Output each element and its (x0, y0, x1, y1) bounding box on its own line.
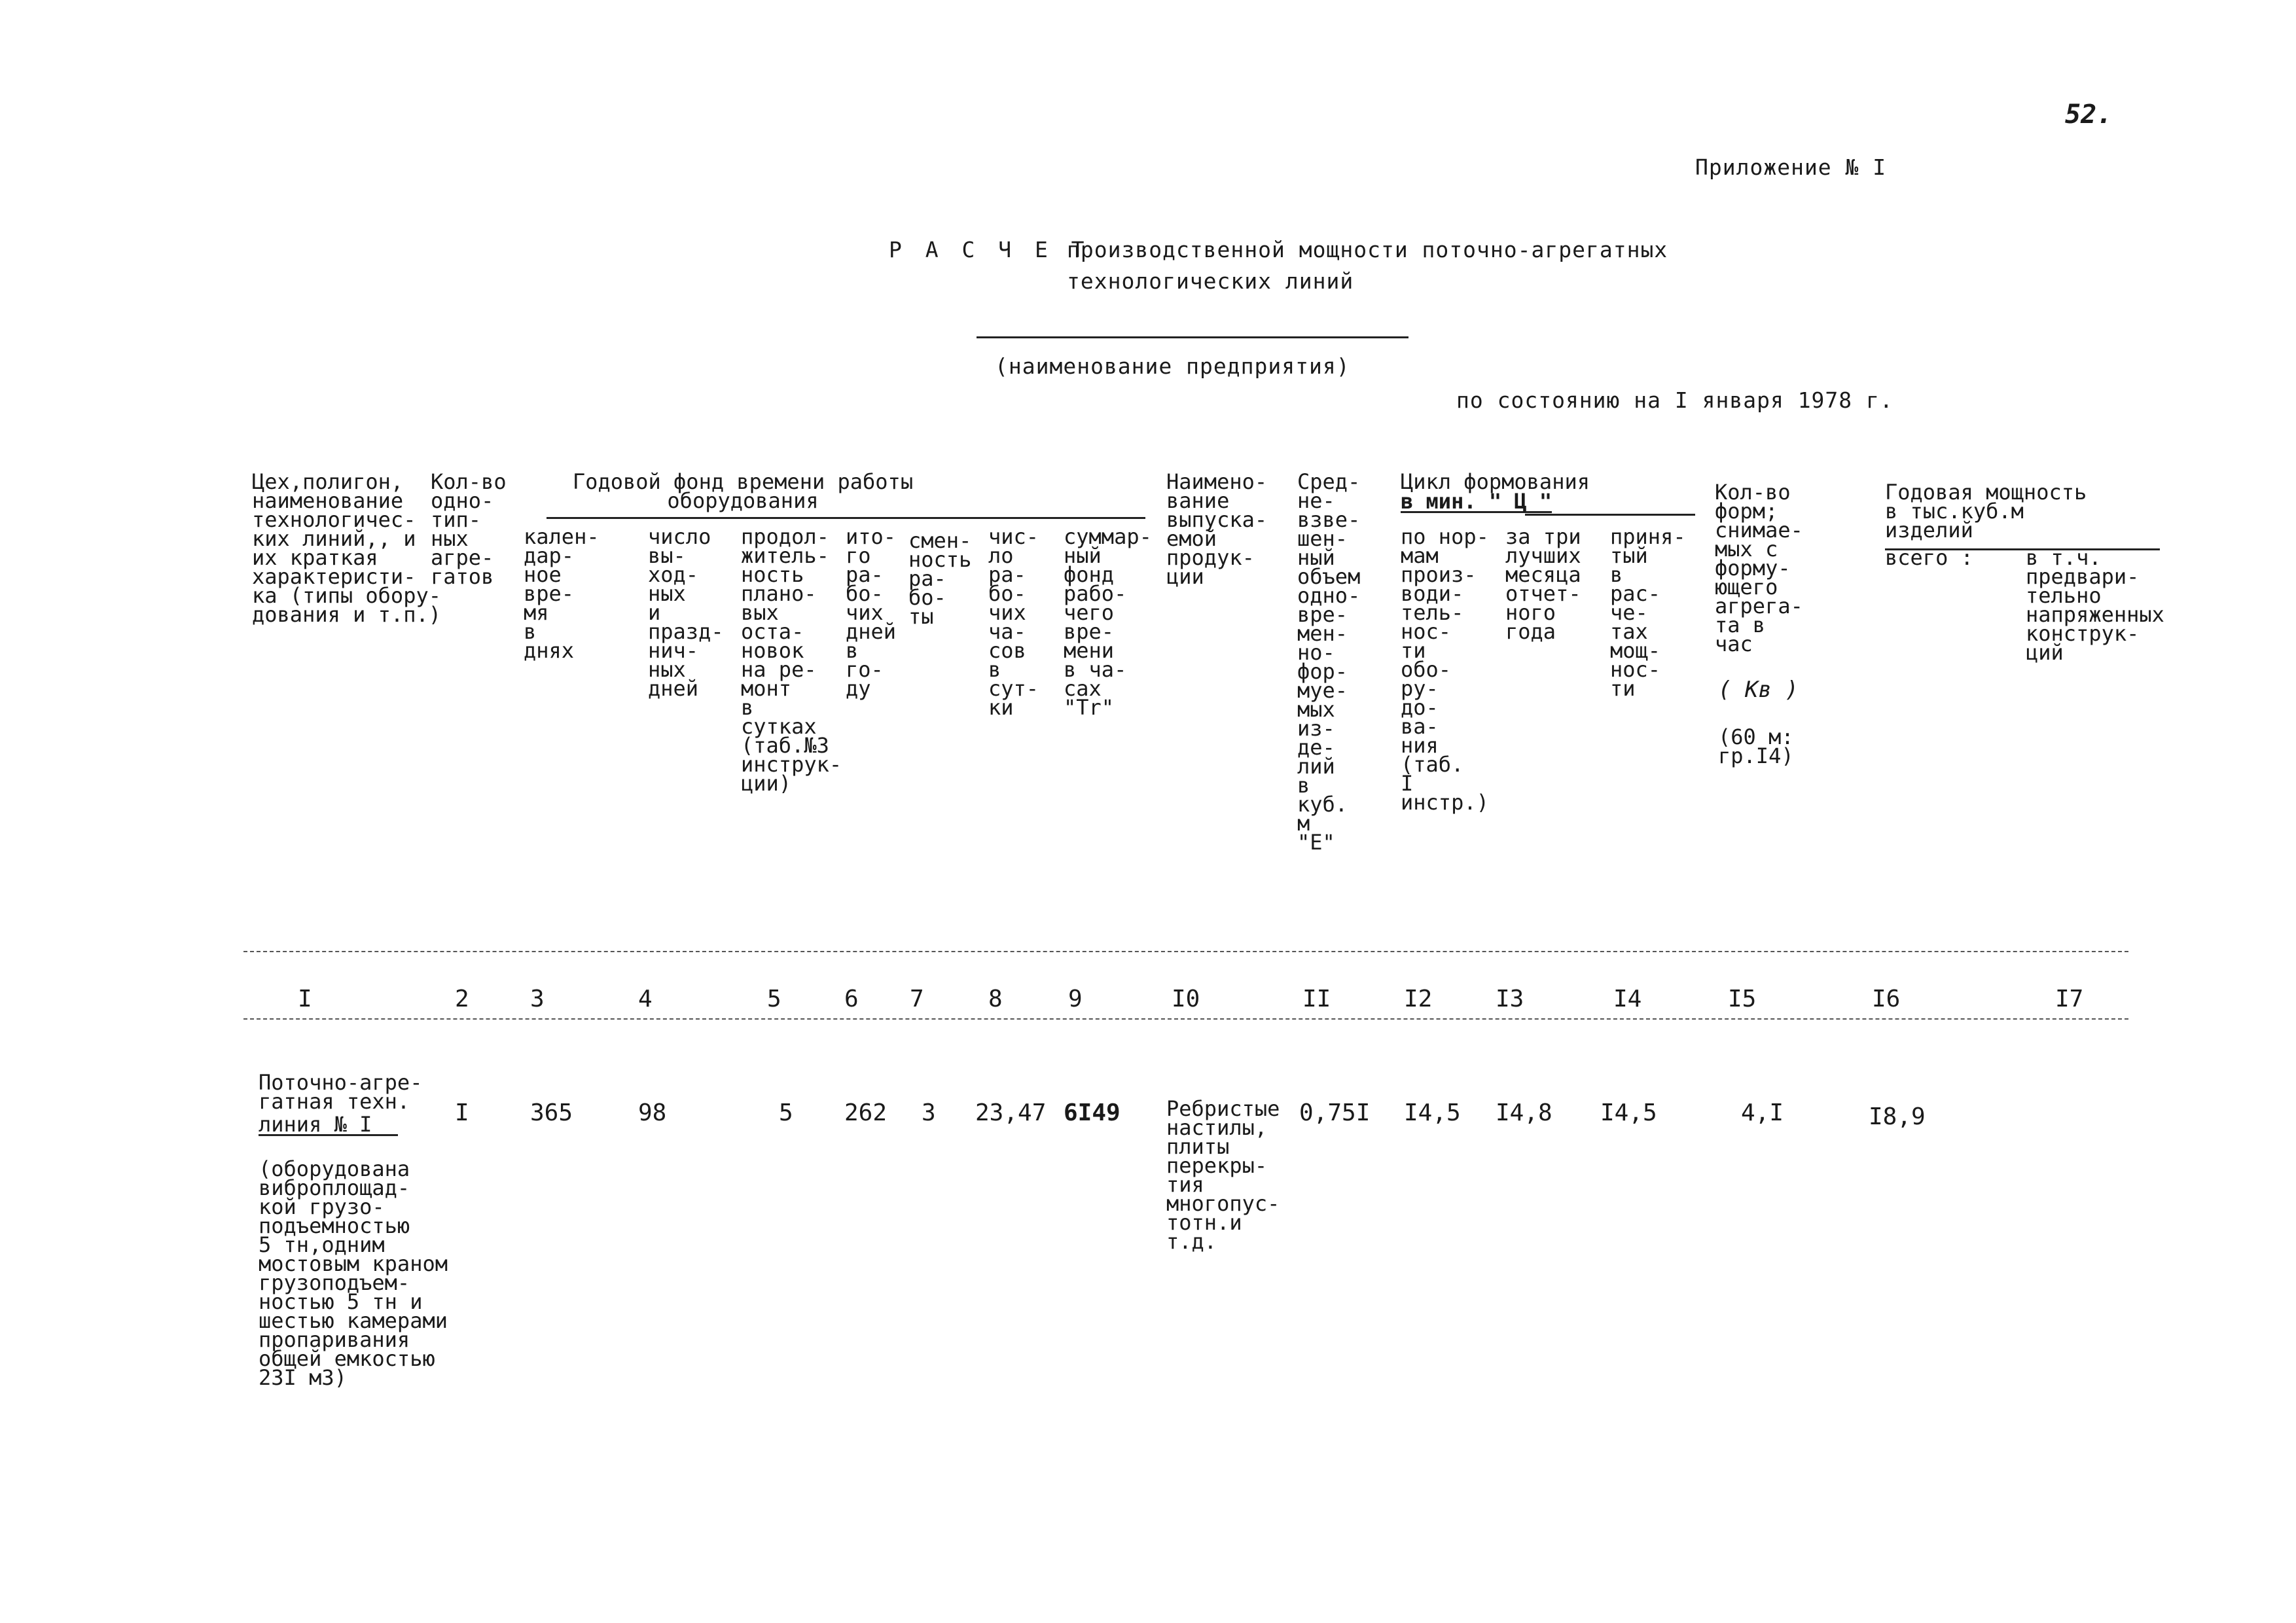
column-number-2: 2 (455, 986, 469, 1012)
column-number-11: II (1302, 986, 1331, 1012)
row-product-name: Ребристые настилы, плиты перекры- тия многопус- тотн.и т.д. (1166, 1096, 1280, 1254)
column-number-7: 7 (910, 986, 924, 1012)
row-cycle-best: I4,8 (1496, 1099, 1552, 1126)
header-col-14: приня- тый в рас- че- тах мощ- нос- ти (1610, 524, 1686, 701)
row-line-number: линия № I (259, 1115, 398, 1136)
column-numbers-rule (243, 1018, 2128, 1020)
header-col-7: смен- ность ра- бо- ты (908, 528, 972, 629)
enterprise-caption: (наименование предприятия) (995, 353, 1350, 379)
row-shifts: 3 (922, 1099, 936, 1126)
header-bottom-rule (243, 951, 2128, 952)
header-col-2: Кол-во одно- тип- ных агре- гатов (431, 469, 507, 589)
fund-group-rule (547, 517, 1145, 519)
row-equipment: (оборудована виброплощад- кой грузо- подъемностью 5 тн,одним мостовым краном грузоподъем- ностью 5 тн и шестью камерами пропаривания общей емкостью 23I м3) (259, 1156, 448, 1390)
header-col-17: в т.ч. предвари- тельно напряженных конструк- ций (2026, 545, 2164, 665)
header-cycle-group: Цикл формования (1401, 469, 1590, 494)
header-col-5: продол- житель- ность плано- вых оста- новок на ре- монт в сутках (таб.№3 инструк- ции) (741, 524, 842, 796)
header-cycle-unit: в мин. " Ц " (1401, 489, 1552, 514)
row-forms-per-hour: 4,I (1741, 1099, 1784, 1126)
column-number-14: I4 (1613, 986, 1642, 1012)
row-avg-volume: 0,75I (1299, 1099, 1371, 1126)
column-number-1: I (298, 986, 312, 1012)
cycle-group-rule (1525, 514, 1695, 516)
header-col-16: всего : (1885, 545, 1973, 570)
row-units-count: I (455, 1099, 469, 1126)
header-col-6: ито- го ра- бо- чих дней в го- ду (846, 524, 897, 701)
header-col-4: число вы- ход- ных и празд- нич- ных дней (648, 524, 724, 701)
appendix-label: Приложение № I (1695, 154, 1887, 180)
column-number-17: I7 (2055, 986, 2084, 1012)
header-capacity-group: Годовая мощность в тыс.куб.м изделий (1885, 480, 2087, 543)
row-cycle-norm: I4,5 (1404, 1099, 1461, 1126)
header-col-8: чис- ло ра- бо- чих ча- сов в сут- ки (988, 524, 1039, 720)
column-number-16: I6 (1872, 986, 1901, 1012)
row-days-off: 98 (638, 1099, 667, 1126)
row-cycle-accepted: I4,5 (1600, 1099, 1657, 1126)
row-annual-capacity: I8,9 (1869, 1103, 1926, 1130)
column-number-6: 6 (844, 986, 859, 1012)
header-fund-group: Годовой фонд времени работы оборудования (572, 469, 914, 513)
state-date: по состоянию на I января 1978 г. (1456, 387, 1893, 413)
column-number-4: 4 (638, 986, 653, 1012)
header-col-13: за три лучших месяца отчет- ного года (1505, 524, 1581, 644)
column-number-10: I0 (1172, 986, 1200, 1012)
header-col-12: по нор- мам произ- води- тель- нос- ти обо- ру- до- ва- ния (таб. I инстр.) (1401, 524, 1489, 815)
header-col-15-note: (60 м: гр.I4) (1718, 724, 1794, 768)
column-number-3: 3 (530, 986, 545, 1012)
column-number-12: I2 (1404, 986, 1433, 1012)
column-number-5: 5 (767, 986, 781, 1012)
enterprise-underline (977, 336, 1408, 338)
header-col-3: кален- дар- ное вре- мя в днях (524, 524, 600, 663)
column-number-15: I5 (1728, 986, 1757, 1012)
header-col-11: Сред- не- взве- шен- ный объем одно- вре- мен- но- фор- муе- мых из- де- лий в куб. м "E" (1297, 469, 1361, 855)
header-col-9: суммар- ный фонд рабо- чего вре- мени в ча- сах "Tr" (1064, 524, 1152, 720)
header-col-15-symbol: ( Кв ) (1718, 677, 1799, 703)
header-col-15: Кол-во форм; снимае- мых с форму- ющего агрега- та в час (1715, 480, 1803, 656)
title-line-2: технологических линий (1067, 268, 1354, 294)
row-time-fund: 6I49 (1064, 1099, 1121, 1126)
title-word: Р А С Ч Е Т (889, 237, 1090, 262)
column-number-9: 9 (1068, 986, 1083, 1012)
page-number: 52. (2065, 99, 2113, 130)
title-line-1: производственной мощности поточно-агрегатных (1067, 237, 1668, 262)
row-working-days: 262 (844, 1099, 888, 1126)
row-calendar-days: 365 (530, 1099, 573, 1126)
header-col-1: Цех,полигон, наименование технологичес- ких линий,, и их краткая характеристи- ка (типы обору- дования и т.п.) (252, 469, 441, 627)
column-number-13: I3 (1496, 986, 1524, 1012)
row-line-name: Поточно-агре- гатная техн. (259, 1070, 423, 1114)
header-col-10: Наимено- вание выпуска- емой продук- ции (1166, 469, 1268, 589)
row-repair-days: 5 (779, 1099, 793, 1126)
row-hours-per-day: 23,47 (975, 1099, 1047, 1126)
column-number-8: 8 (988, 986, 1003, 1012)
